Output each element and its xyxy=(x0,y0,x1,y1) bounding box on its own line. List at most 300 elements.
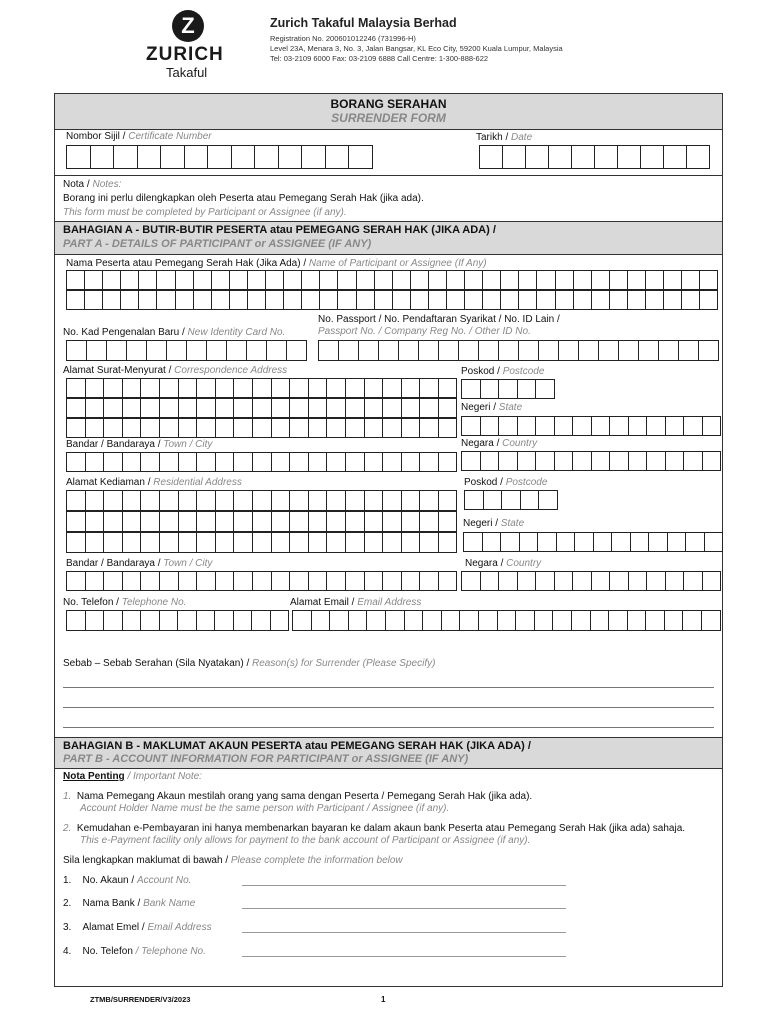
account-email-input[interactable] xyxy=(242,932,566,933)
char-box[interactable] xyxy=(573,290,592,310)
char-box[interactable] xyxy=(265,290,284,310)
char-box[interactable] xyxy=(206,340,227,361)
char-box[interactable] xyxy=(464,290,483,310)
char-box[interactable] xyxy=(326,571,346,591)
char-box[interactable] xyxy=(611,532,631,552)
char-box[interactable] xyxy=(345,490,365,511)
char-box[interactable] xyxy=(271,378,291,398)
char-box[interactable] xyxy=(645,270,664,290)
char-box[interactable] xyxy=(66,270,85,290)
char-box[interactable] xyxy=(438,378,458,398)
char-box[interactable] xyxy=(518,340,539,361)
char-box[interactable] xyxy=(137,145,162,169)
char-box[interactable] xyxy=(215,452,235,472)
country-boxes[interactable] xyxy=(461,571,720,591)
char-box[interactable] xyxy=(640,145,664,169)
char-box[interactable] xyxy=(196,532,216,553)
char-box[interactable] xyxy=(419,418,439,438)
char-box[interactable] xyxy=(233,378,253,398)
char-box[interactable] xyxy=(103,532,123,553)
char-box[interactable] xyxy=(685,532,705,552)
char-box[interactable] xyxy=(681,290,700,310)
char-box[interactable] xyxy=(382,398,402,418)
char-box[interactable] xyxy=(345,418,365,438)
char-box[interactable] xyxy=(338,340,359,361)
char-box[interactable] xyxy=(701,610,721,631)
char-box[interactable] xyxy=(480,451,500,471)
char-box[interactable] xyxy=(85,571,105,591)
char-box[interactable] xyxy=(66,610,86,631)
char-box[interactable] xyxy=(289,398,309,418)
char-box[interactable] xyxy=(419,378,439,398)
char-box[interactable] xyxy=(483,490,503,510)
char-box[interactable] xyxy=(252,532,272,553)
char-box[interactable] xyxy=(479,145,503,169)
char-box[interactable] xyxy=(289,511,309,532)
char-box[interactable] xyxy=(178,398,198,418)
char-box[interactable] xyxy=(410,290,429,310)
char-box[interactable] xyxy=(663,145,687,169)
char-box[interactable] xyxy=(271,398,291,418)
date-boxes[interactable] xyxy=(479,145,709,169)
char-box[interactable] xyxy=(558,340,579,361)
char-box[interactable] xyxy=(401,398,421,418)
char-box[interactable] xyxy=(247,270,266,290)
char-box[interactable] xyxy=(308,398,328,418)
char-box[interactable] xyxy=(254,145,279,169)
char-box[interactable] xyxy=(401,511,421,532)
char-box[interactable] xyxy=(498,571,518,591)
char-box[interactable] xyxy=(66,490,86,511)
char-box[interactable] xyxy=(517,571,537,591)
char-box[interactable] xyxy=(664,610,684,631)
reason-line-3[interactable] xyxy=(63,727,714,728)
char-box[interactable] xyxy=(120,270,139,290)
char-box[interactable] xyxy=(356,270,375,290)
char-box[interactable] xyxy=(385,610,405,631)
char-box[interactable] xyxy=(292,610,312,631)
char-box[interactable] xyxy=(140,571,160,591)
char-box[interactable] xyxy=(665,571,685,591)
char-box[interactable] xyxy=(215,418,235,438)
char-box[interactable] xyxy=(156,290,175,310)
char-box[interactable] xyxy=(66,340,87,361)
char-box[interactable] xyxy=(683,571,703,591)
char-box[interactable] xyxy=(215,378,235,398)
char-box[interactable] xyxy=(246,340,267,361)
char-box[interactable] xyxy=(382,532,402,553)
char-box[interactable] xyxy=(678,340,699,361)
char-box[interactable] xyxy=(628,416,648,436)
residential-address-row-2[interactable] xyxy=(66,511,456,532)
char-box[interactable] xyxy=(160,145,185,169)
char-box[interactable] xyxy=(308,571,328,591)
char-box[interactable] xyxy=(215,571,235,591)
char-box[interactable] xyxy=(122,571,142,591)
char-box[interactable] xyxy=(215,398,235,418)
ic-number-boxes[interactable] xyxy=(66,340,306,361)
char-box[interactable] xyxy=(498,340,519,361)
char-box[interactable] xyxy=(404,610,424,631)
char-box[interactable] xyxy=(140,511,160,532)
char-box[interactable] xyxy=(538,490,558,510)
char-box[interactable] xyxy=(517,416,537,436)
char-box[interactable] xyxy=(419,511,439,532)
char-box[interactable] xyxy=(497,610,517,631)
char-box[interactable] xyxy=(215,532,235,553)
char-box[interactable] xyxy=(364,511,384,532)
char-box[interactable] xyxy=(646,451,666,471)
char-box[interactable] xyxy=(308,418,328,438)
char-box[interactable] xyxy=(345,398,365,418)
char-box[interactable] xyxy=(382,571,402,591)
char-box[interactable] xyxy=(345,571,365,591)
char-box[interactable] xyxy=(548,145,572,169)
char-box[interactable] xyxy=(271,532,291,553)
char-box[interactable] xyxy=(500,532,520,552)
char-box[interactable] xyxy=(319,290,338,310)
char-box[interactable] xyxy=(364,571,384,591)
char-box[interactable] xyxy=(401,452,421,472)
char-box[interactable] xyxy=(122,418,142,438)
char-box[interactable] xyxy=(498,379,518,399)
char-box[interactable] xyxy=(609,290,628,310)
char-box[interactable] xyxy=(358,340,379,361)
char-box[interactable] xyxy=(428,290,447,310)
char-box[interactable] xyxy=(140,418,160,438)
char-box[interactable] xyxy=(374,270,393,290)
char-box[interactable] xyxy=(438,490,458,511)
char-box[interactable] xyxy=(480,571,500,591)
char-box[interactable] xyxy=(438,452,458,472)
char-box[interactable] xyxy=(308,511,328,532)
char-box[interactable] xyxy=(283,290,302,310)
char-box[interactable] xyxy=(159,490,179,511)
char-box[interactable] xyxy=(66,398,86,418)
char-box[interactable] xyxy=(702,416,722,436)
char-box[interactable] xyxy=(345,511,365,532)
char-box[interactable] xyxy=(178,418,198,438)
char-box[interactable] xyxy=(289,490,309,511)
char-box[interactable] xyxy=(500,270,519,290)
phone-boxes[interactable] xyxy=(66,610,288,631)
char-box[interactable] xyxy=(226,340,247,361)
char-box[interactable] xyxy=(593,532,613,552)
char-box[interactable] xyxy=(686,145,710,169)
char-box[interactable] xyxy=(518,290,537,310)
char-box[interactable] xyxy=(229,270,248,290)
char-box[interactable] xyxy=(113,145,138,169)
char-box[interactable] xyxy=(683,451,703,471)
char-box[interactable] xyxy=(301,270,320,290)
char-box[interactable] xyxy=(326,378,346,398)
char-box[interactable] xyxy=(159,378,179,398)
char-box[interactable] xyxy=(535,451,555,471)
char-box[interactable] xyxy=(278,145,303,169)
char-box[interactable] xyxy=(419,532,439,553)
char-box[interactable] xyxy=(555,270,574,290)
char-box[interactable] xyxy=(252,378,272,398)
char-box[interactable] xyxy=(478,340,499,361)
char-box[interactable] xyxy=(630,532,650,552)
char-box[interactable] xyxy=(122,452,142,472)
char-box[interactable] xyxy=(682,610,702,631)
char-box[interactable] xyxy=(308,490,328,511)
char-box[interactable] xyxy=(233,532,253,553)
char-box[interactable] xyxy=(459,610,479,631)
char-box[interactable] xyxy=(518,270,537,290)
char-box[interactable] xyxy=(571,145,595,169)
char-box[interactable] xyxy=(345,452,365,472)
char-box[interactable] xyxy=(382,490,402,511)
char-box[interactable] xyxy=(702,451,722,471)
char-box[interactable] xyxy=(140,398,160,418)
char-box[interactable] xyxy=(283,270,302,290)
char-box[interactable] xyxy=(364,452,384,472)
char-box[interactable] xyxy=(140,532,160,553)
reason-line-2[interactable] xyxy=(63,707,714,708)
char-box[interactable] xyxy=(572,451,592,471)
char-box[interactable] xyxy=(66,532,86,553)
char-box[interactable] xyxy=(66,290,85,310)
char-box[interactable] xyxy=(345,378,365,398)
char-box[interactable] xyxy=(438,511,458,532)
char-box[interactable] xyxy=(233,452,253,472)
char-box[interactable] xyxy=(419,571,439,591)
char-box[interactable] xyxy=(441,610,461,631)
char-box[interactable] xyxy=(103,398,123,418)
char-box[interactable] xyxy=(103,418,123,438)
char-box[interactable] xyxy=(438,418,458,438)
char-box[interactable] xyxy=(401,418,421,438)
char-box[interactable] xyxy=(648,532,668,552)
char-box[interactable] xyxy=(177,610,197,631)
residential-address-row-3[interactable] xyxy=(66,532,456,553)
char-box[interactable] xyxy=(326,532,346,553)
char-box[interactable] xyxy=(233,398,253,418)
char-box[interactable] xyxy=(698,340,719,361)
char-box[interactable] xyxy=(517,379,537,399)
char-box[interactable] xyxy=(233,571,253,591)
char-box[interactable] xyxy=(667,532,687,552)
char-box[interactable] xyxy=(175,270,194,290)
char-box[interactable] xyxy=(478,610,498,631)
char-box[interactable] xyxy=(308,378,328,398)
char-box[interactable] xyxy=(266,340,287,361)
char-box[interactable] xyxy=(628,571,648,591)
postcode-boxes[interactable] xyxy=(461,379,554,399)
char-box[interactable] xyxy=(178,378,198,398)
char-box[interactable] xyxy=(482,270,501,290)
char-box[interactable] xyxy=(159,452,179,472)
char-box[interactable] xyxy=(366,610,386,631)
char-box[interactable] xyxy=(193,270,212,290)
char-box[interactable] xyxy=(233,418,253,438)
char-box[interactable] xyxy=(84,270,103,290)
char-box[interactable] xyxy=(215,511,235,532)
char-box[interactable] xyxy=(356,290,375,310)
char-box[interactable] xyxy=(609,270,628,290)
country-boxes[interactable] xyxy=(461,451,720,471)
char-box[interactable] xyxy=(609,416,629,436)
char-box[interactable] xyxy=(665,451,685,471)
char-box[interactable] xyxy=(85,398,105,418)
char-box[interactable] xyxy=(66,145,91,169)
char-box[interactable] xyxy=(392,290,411,310)
char-box[interactable] xyxy=(103,610,123,631)
state-boxes[interactable] xyxy=(463,532,722,552)
char-box[interactable] xyxy=(252,511,272,532)
char-box[interactable] xyxy=(126,340,147,361)
char-box[interactable] xyxy=(401,378,421,398)
char-box[interactable] xyxy=(271,452,291,472)
char-box[interactable] xyxy=(140,452,160,472)
char-box[interactable] xyxy=(270,610,290,631)
char-box[interactable] xyxy=(591,451,611,471)
char-box[interactable] xyxy=(122,532,142,553)
char-box[interactable] xyxy=(85,452,105,472)
char-box[interactable] xyxy=(326,490,346,511)
city-boxes[interactable] xyxy=(66,452,456,472)
char-box[interactable] xyxy=(498,451,518,471)
char-box[interactable] xyxy=(501,490,521,510)
char-box[interactable] xyxy=(90,145,115,169)
char-box[interactable] xyxy=(211,270,230,290)
char-box[interactable] xyxy=(252,452,272,472)
bank-name-input[interactable] xyxy=(242,908,566,909)
char-box[interactable] xyxy=(301,145,326,169)
char-box[interactable] xyxy=(702,571,722,591)
char-box[interactable] xyxy=(326,398,346,418)
char-box[interactable] xyxy=(326,418,346,438)
char-box[interactable] xyxy=(645,290,664,310)
account-number-input[interactable] xyxy=(242,885,566,886)
char-box[interactable] xyxy=(699,290,718,310)
char-box[interactable] xyxy=(482,532,502,552)
char-box[interactable] xyxy=(289,532,309,553)
char-box[interactable] xyxy=(446,270,465,290)
char-box[interactable] xyxy=(286,340,307,361)
char-box[interactable] xyxy=(301,290,320,310)
char-box[interactable] xyxy=(159,571,179,591)
char-box[interactable] xyxy=(552,610,572,631)
char-box[interactable] xyxy=(572,416,592,436)
char-box[interactable] xyxy=(337,290,356,310)
char-box[interactable] xyxy=(364,532,384,553)
char-box[interactable] xyxy=(525,145,549,169)
char-box[interactable] xyxy=(627,610,647,631)
char-box[interactable] xyxy=(382,378,402,398)
char-box[interactable] xyxy=(102,270,121,290)
char-box[interactable] xyxy=(156,270,175,290)
participant-name-boxes-row-2[interactable] xyxy=(66,290,717,310)
char-box[interactable] xyxy=(308,452,328,472)
char-box[interactable] xyxy=(591,571,611,591)
char-box[interactable] xyxy=(502,145,526,169)
char-box[interactable] xyxy=(555,290,574,310)
char-box[interactable] xyxy=(628,451,648,471)
char-box[interactable] xyxy=(166,340,187,361)
char-box[interactable] xyxy=(178,511,198,532)
char-box[interactable] xyxy=(428,270,447,290)
char-box[interactable] xyxy=(458,340,479,361)
char-box[interactable] xyxy=(103,378,123,398)
char-box[interactable] xyxy=(103,511,123,532)
char-box[interactable] xyxy=(618,340,639,361)
account-phone-input[interactable] xyxy=(242,956,566,957)
email-boxes[interactable] xyxy=(292,610,720,631)
char-box[interactable] xyxy=(215,490,235,511)
char-box[interactable] xyxy=(326,511,346,532)
char-box[interactable] xyxy=(480,416,500,436)
char-box[interactable] xyxy=(102,290,121,310)
char-box[interactable] xyxy=(374,290,393,310)
char-box[interactable] xyxy=(463,532,483,552)
char-box[interactable] xyxy=(422,610,442,631)
char-box[interactable] xyxy=(410,270,429,290)
char-box[interactable] xyxy=(233,511,253,532)
char-box[interactable] xyxy=(289,571,309,591)
char-box[interactable] xyxy=(184,145,209,169)
certificate-number-boxes[interactable] xyxy=(66,145,372,169)
char-box[interactable] xyxy=(537,532,557,552)
correspondence-address-row-1[interactable] xyxy=(66,378,456,398)
char-box[interactable] xyxy=(186,340,207,361)
char-box[interactable] xyxy=(364,398,384,418)
char-box[interactable] xyxy=(85,511,105,532)
char-box[interactable] xyxy=(207,145,232,169)
char-box[interactable] xyxy=(663,270,682,290)
char-box[interactable] xyxy=(196,398,216,418)
char-box[interactable] xyxy=(438,532,458,553)
char-box[interactable] xyxy=(325,145,350,169)
char-box[interactable] xyxy=(378,340,399,361)
char-box[interactable] xyxy=(515,610,535,631)
char-box[interactable] xyxy=(85,532,105,553)
char-box[interactable] xyxy=(289,378,309,398)
char-box[interactable] xyxy=(645,610,665,631)
char-box[interactable] xyxy=(538,340,559,361)
char-box[interactable] xyxy=(594,145,618,169)
char-box[interactable] xyxy=(646,571,666,591)
char-box[interactable] xyxy=(419,490,439,511)
char-box[interactable] xyxy=(464,270,483,290)
char-box[interactable] xyxy=(138,290,157,310)
char-box[interactable] xyxy=(699,270,718,290)
char-box[interactable] xyxy=(211,290,230,310)
char-box[interactable] xyxy=(196,511,216,532)
char-box[interactable] xyxy=(536,270,555,290)
char-box[interactable] xyxy=(214,610,234,631)
char-box[interactable] xyxy=(329,610,349,631)
char-box[interactable] xyxy=(247,290,266,310)
char-box[interactable] xyxy=(140,378,160,398)
char-box[interactable] xyxy=(122,511,142,532)
char-box[interactable] xyxy=(86,340,107,361)
char-box[interactable] xyxy=(103,490,123,511)
char-box[interactable] xyxy=(178,532,198,553)
char-box[interactable] xyxy=(196,418,216,438)
char-box[interactable] xyxy=(704,532,724,552)
char-box[interactable] xyxy=(574,532,594,552)
char-box[interactable] xyxy=(85,490,105,511)
char-box[interactable] xyxy=(438,340,459,361)
correspondence-address-row-2[interactable] xyxy=(66,398,456,418)
char-box[interactable] xyxy=(609,571,629,591)
char-box[interactable] xyxy=(66,378,86,398)
char-box[interactable] xyxy=(578,340,599,361)
char-box[interactable] xyxy=(500,290,519,310)
